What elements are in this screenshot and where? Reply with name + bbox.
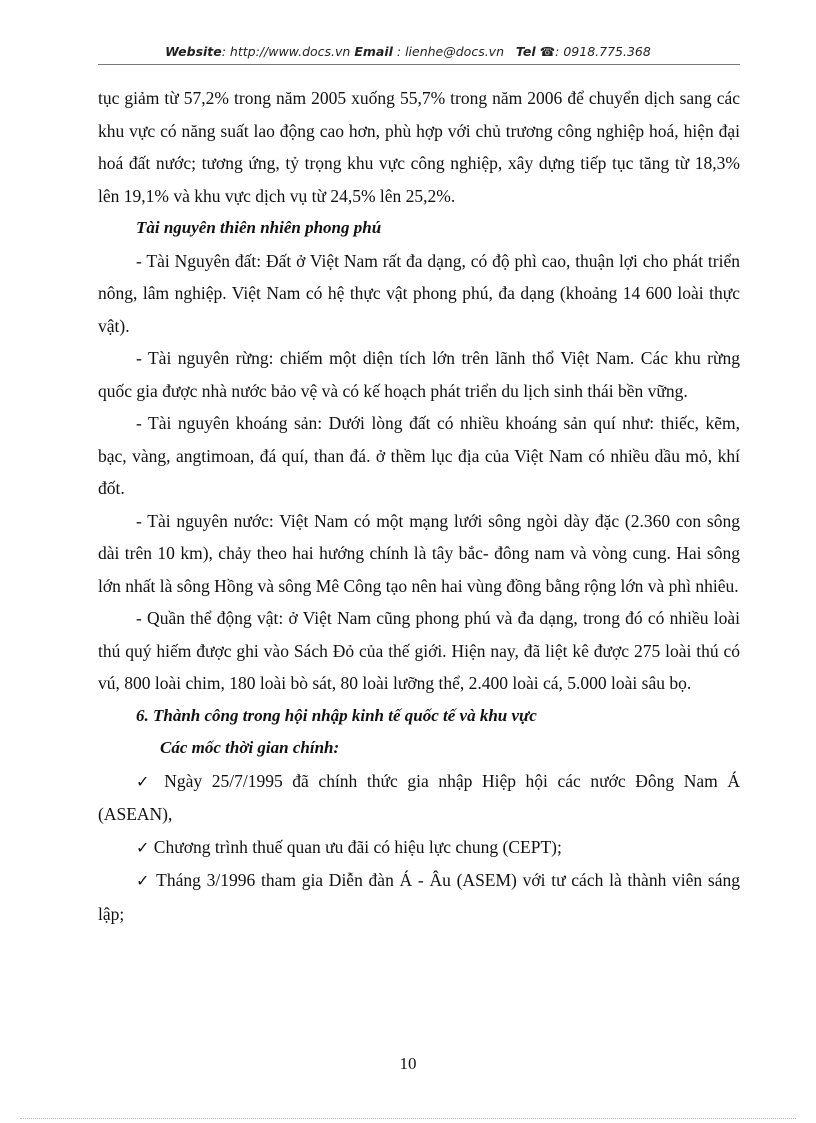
phone-icon: ☎ [539,44,556,59]
email-label: Email [354,44,393,59]
heading-milestones: Các mốc thời gian chính: [160,738,340,757]
milestone-text: Chương trình thuế quan ưu đãi có hiệu lực chung (CEPT); [149,836,562,857]
document-body [98,82,740,930]
page-header [0,44,816,59]
footer-divider [20,1118,796,1119]
heading-natural-resources: Tài nguyên thiên nhiên phong phú [136,218,382,237]
checkmark-icon: ✓ [136,871,151,890]
milestone-text: Ngày 25/7/1995 đã chính thức gia nhập Hiệp hội các nước Đông Nam Á (ASEAN), [98,770,741,824]
milestone-item [98,864,740,930]
tel-label: Tel [515,44,536,59]
paragraph-land: - Tài Nguyên đất: Đất ở Việt Nam rất đa dạng, có độ phì cao, thuận lợi cho phát triển nông, lâm nghiệp. Việt Nam có hệ thực vật phong phú, đa dạng (khoảng 14 600 loài thực vật). [98,250,740,336]
paragraph-water: - Tài nguyên nước: Việt Nam có một mạng lưới sông ngòi dày đặc (2.360 con sông dài trên 10 km), chảy theo hai hướng chính là tây bắc- đông nam và vòng cung. Hai sông lớn nhất là sông Hồng và sông Mê Công tạo nên hai vùng đồng bằng rộng lớn và phì nhiêu. [98,510,740,596]
page-number: 10 [399,1054,417,1073]
heading-section-6: 6. Thành công trong hội nhập kinh tế quốc tế và khu vực [136,705,537,725]
paragraph-forest: - Tài nguyên rừng: chiếm một diện tích lớn trên lãnh thổ Việt Nam. Các khu rừng quốc gia được nhà nước bảo vệ và có kế hoạch phát triển du lịch sinh thái bền vững. [98,348,740,401]
website-value: : http://www.docs.vn [221,44,351,59]
milestone-item [98,765,740,831]
header-divider [98,64,740,65]
checkmark-icon: ✓ [136,771,155,791]
tel-value: : 0918.775.368 [555,44,651,59]
checkmark-icon: ✓ [136,837,150,857]
website-label: Website [165,44,222,59]
milestone-text: Tháng 3/1996 tham gia Diễn đàn Á - Âu (ASEM) với tư cách là thành viên sáng lập; [98,870,740,924]
paragraph-fauna: - Quần thể động vật: ở Việt Nam cũng phong phú và đa dạng, trong đó có nhiều loài thú quý hiếm được ghi vào Sách Đỏ của thế giới. Hiện nay, đã liệt kê được 275 loài thú có vú, 800 loài chim, 180 loài bò sát, 80 loài lưỡng thể, 2.400 loài cá, 5.000 loài sâu bọ. [98,608,740,693]
paragraph-mineral: - Tài nguyên khoáng sản: Dưới lòng đất có nhiều khoáng sản quí như: thiếc, kẽm, bạc, vàng, angtimoan, đá quí, than đá. ở thềm lục địa của Việt Nam có nhiều dầu mỏ, khí đốt. [98,413,740,498]
milestone-item [98,831,740,865]
email-value: : lienhe@docs.vn [392,44,504,59]
paragraph-intro: tục giảm từ 57,2% trong năm 2005 xuống 55,7% trong năm 2006 để chuyển dịch sang các khu vực có năng suất lao động cao hơn, phù hợp với chủ trương công nghiệp hoá, hiện đại hoá đất nước; tương ứng, tỷ trọng khu vực công nghiệp, xây dựng tiếp tục tăng từ 18,3% lên 19,1% và khu vực dịch vụ từ 24,5% lên 25,2%. [98,88,740,206]
